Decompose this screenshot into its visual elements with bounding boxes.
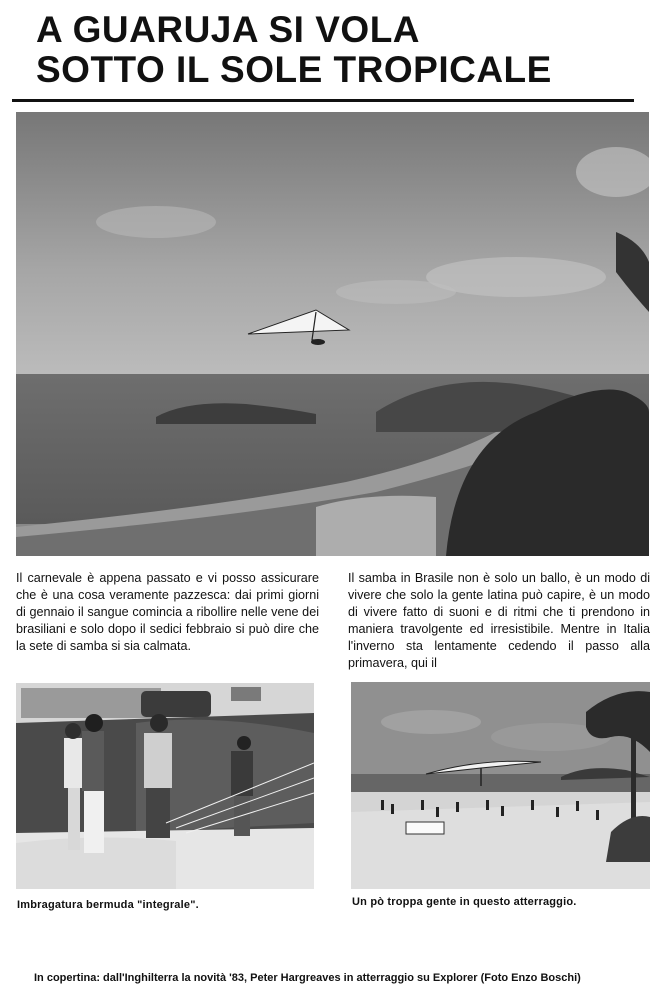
title-rule	[12, 99, 634, 102]
pilots-with-harness-photo-icon	[16, 683, 314, 889]
article-column-1: Il carnevale è appena passato e vi posso assicurare che è una cosa veramente pazzesca: dai primi giorni di gennaio il sangue comincia a ribollire nelle vene dei brasiliani e solo dopo il sedici febbraio si può dire che la sete di samba si sia calmata.	[16, 571, 319, 653]
article-title	[36, 10, 646, 90]
article-column-2: Il samba in Brasile non è solo un ballo, è un modo di vivere che solo la gente latina può capire, è un modo di vivere fatto di suoni e di ritmi che ti prendono in maniera travolgente ed irresistibile. Mentre in Italia l'inverno sta lentamente cedendo il passo alla primavera, qui il	[348, 571, 650, 670]
caption-left: Imbragatura bermuda "integrale".	[17, 899, 199, 911]
right-photo	[351, 682, 650, 889]
crowded-beach-landing-photo-icon	[351, 682, 650, 889]
main-photo	[16, 112, 649, 556]
title-line-2: SOTTO IL SOLE TROPICALE	[36, 49, 552, 90]
left-photo	[16, 683, 314, 889]
caption-right: Un pò troppa gente in questo atterraggio.	[352, 896, 577, 908]
title-line-1: A GUARUJA SI VOLA	[36, 9, 421, 50]
cover-credit-footer: In copertina: dall'Inghilterra la novità '83, Peter Hargreaves in atterraggio su Explorer (Foto Enzo Boschi)	[34, 972, 581, 984]
hang-glider-over-bay-photo-icon	[16, 112, 649, 556]
